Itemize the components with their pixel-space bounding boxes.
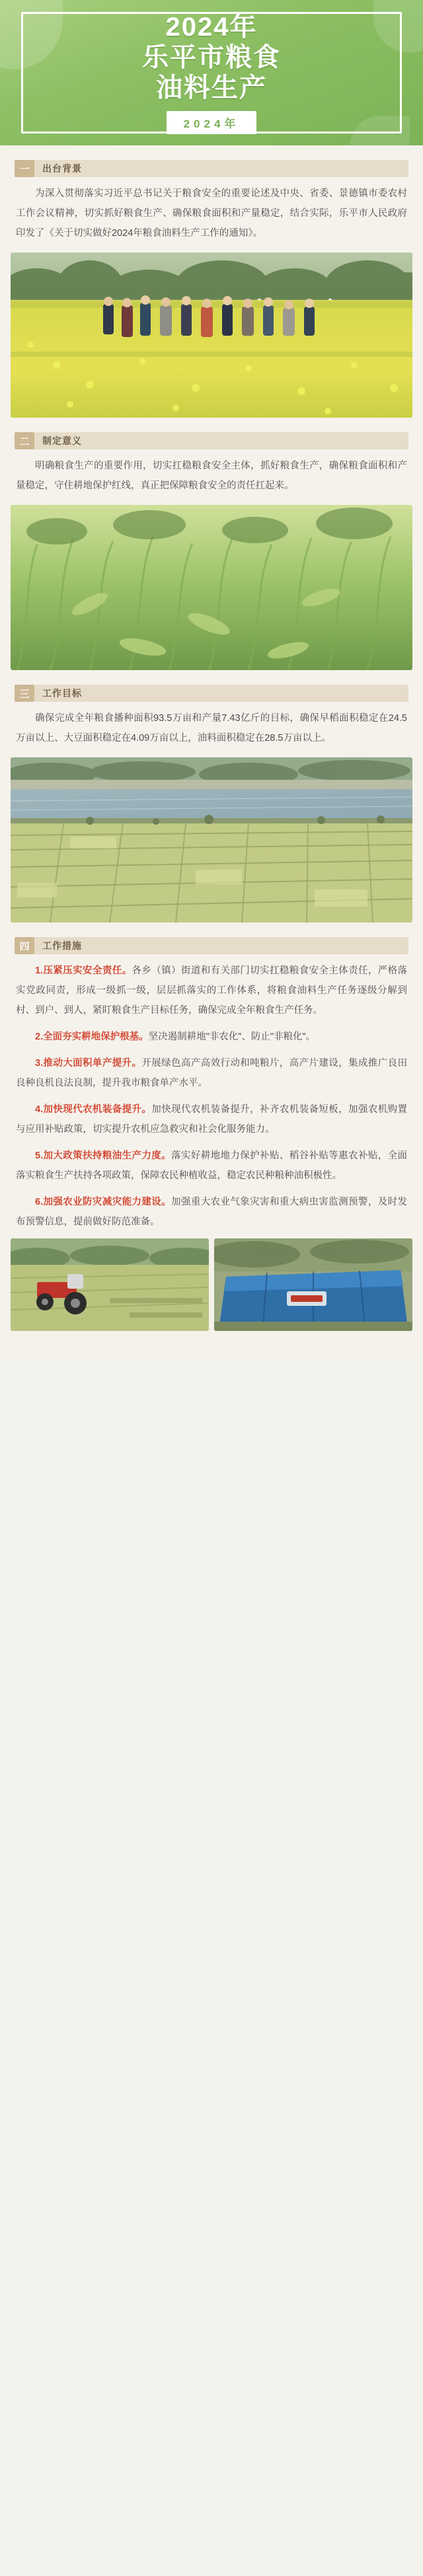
hero-title-line-3: 油料生产 — [156, 73, 267, 102]
section-number-2: 二 — [15, 432, 34, 449]
section-number-4: 四 — [15, 937, 34, 954]
hero-banner — [0, 0, 423, 145]
section-header-2 — [15, 432, 408, 449]
hero-title-line-1: 2024年 — [165, 12, 258, 42]
measure-4-title: 4.加快现代农机装备提升。 — [35, 1104, 152, 1115]
measure-2-text: 坚决遏制耕地"非农化"、防止"非粮化"。 — [148, 1032, 316, 1042]
section-title-1: 出台背景 — [34, 160, 408, 177]
measure-5-text: 落实好耕地地力保护补贴、稻谷补贴等惠农补贴，全面落实粮食生产扶持各项政策，保障农民种植收益，稳定农民种粮种油积极性。 — [16, 1151, 408, 1181]
section-header-4 — [15, 937, 408, 954]
measure-3-title: 3.推动大面积单产提升。 — [35, 1058, 142, 1069]
photo-green-crop-closeup — [11, 505, 412, 670]
photo-rapeseed-field-meeting — [11, 252, 412, 418]
measure-5-title: 5.加大政策扶持粮油生产力度。 — [35, 1151, 172, 1161]
section-title-2: 制定意义 — [34, 432, 408, 449]
measure-item-1 — [16, 961, 407, 1020]
measure-item-2 — [16, 1027, 407, 1047]
measure-6-title: 6.加强农业防灾减灾能力建设。 — [35, 1197, 172, 1207]
hero-title-line-2: 乐平市粮食 — [142, 42, 281, 72]
measure-3-text: 开展绿色高产高效行动和吨粮片，高产片建设，集成推广良田良种良机良法良制，提升我市粮食单产水平。 — [16, 1058, 407, 1088]
section-3-paragraph: 确保完成全年粮食播种面积93.5万亩和产量7.43亿斤的目标，确保早稻面积稳定在24.5万亩以上、大豆面积稳定在4.09万亩以上，油料面积稳定在28.5万亩以上。 — [16, 713, 407, 743]
measure-1-text: 各乡（镇）街道和有关部门切实扛稳粮食安全主体责任，严格落实党政同责，形成一级抓一级，层层抓落实的工作体系，将粮食油料生产任务逐级分解到村、到户、到人，紧盯粮食生产目标任务，确保完成全年粮食生产任务。 — [16, 966, 408, 1016]
section-header-3 — [15, 685, 408, 702]
photo-aerial-paddy-river — [11, 757, 412, 923]
section-1-paragraph: 为深入贯彻落实习近平总书记关于粮食安全的重要论述及中央、省委、景德镇市委农村工作会议精神，切实抓好粮食生产、确保粮食面积和产量稳定，结合实际，乐平市人民政府印发了《关于切实做好2024年粮食油料生产工作的通知》。 — [16, 188, 407, 239]
measure-2-title: 2.全面夯实耕地保护根基。 — [35, 1032, 149, 1042]
section-title-4: 工作措施 — [34, 937, 408, 954]
section-number-1: 一 — [15, 160, 34, 177]
measure-4-text: 加快现代农机装备提升，补齐农机装备短板，加强农机购置与应用补贴政策，切实提升农机应急救灾和社会化服务能力。 — [16, 1104, 407, 1135]
measure-item-5 — [16, 1146, 407, 1186]
measure-item-3 — [16, 1053, 407, 1093]
photo-row-bottom — [11, 1238, 412, 1331]
photo-blue-tarp-equipment — [214, 1238, 412, 1331]
measure-item-6 — [16, 1192, 407, 1232]
section-header-1 — [15, 160, 408, 177]
hero-subtitle: 2024年 — [183, 117, 240, 130]
measure-1-title: 1.压紧压实安全责任。 — [35, 966, 132, 976]
photo-tractor-field — [11, 1238, 209, 1331]
measure-6-text: 加强重大农业气象灾害和重大病虫害监测预警，及时发布预警信息，提前做好防范准备。 — [16, 1197, 408, 1227]
section-number-3: 三 — [15, 685, 34, 702]
section-2-paragraph: 明确粮食生产的重要作用，切实扛稳粮食安全主体，抓好粮食生产，确保粮食面积和产量稳定，守住耕地保护红线，真正把保障粮食安全的责任扛起来。 — [16, 461, 407, 491]
section-title-3: 工作目标 — [34, 685, 408, 702]
bottom-spacer — [0, 1343, 423, 1355]
measure-item-4 — [16, 1100, 407, 1139]
hero-subtitle-box — [167, 111, 257, 134]
